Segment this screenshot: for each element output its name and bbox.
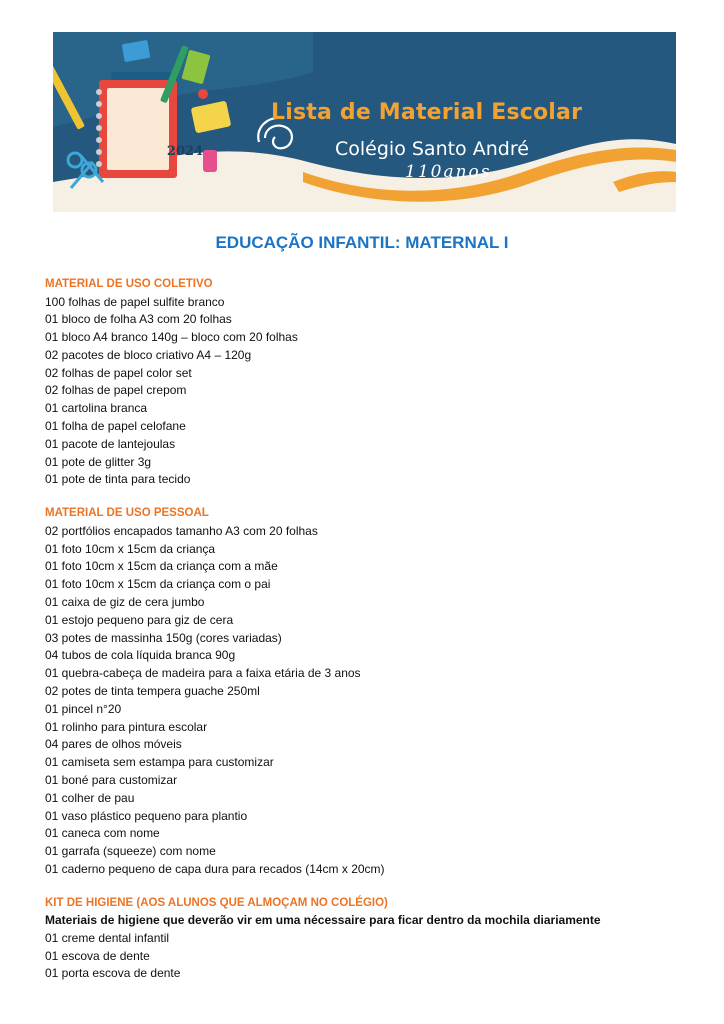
section-heading: MATERIAL DE USO COLETIVO [45,278,213,290]
list-item: 04 pares de olhos móveis [45,737,182,752]
list-item: 01 caneca com nome [45,826,160,841]
material-list [45,276,685,983]
list-item: 03 potes de massinha 150g (cores variadas) [45,630,282,645]
section-personal [45,505,685,878]
list-item: 01 pote de tinta para tecido [45,472,191,487]
list-item: 01 pincel n°20 [45,701,122,716]
section-hygiene-kit [45,895,685,983]
section-subheading: Materiais de higiene que deverão vir em uma nécessaire para ficar dentro da mochila diariamente [45,913,601,928]
list-item: 01 foto 10cm x 15cm da criança com a mãe [45,559,278,574]
list-item: 100 folhas de papel sulfite branco [45,294,225,309]
list-item: 02 pacotes de bloco criativo A4 – 120g [45,347,252,362]
list-item: 01 estojo pequeno para giz de cera [45,612,234,627]
school-name: Colégio Santo André [335,138,529,160]
item-list [45,523,685,879]
school-anniversary: 110anos [405,162,492,182]
header-banner [53,32,676,212]
list-item: 01 colher de pau [45,790,135,805]
year-label: 2024 [166,144,204,159]
list-item: 01 caderno pequeno de capa dura para recados (14cm x 20cm) [45,861,385,876]
list-item: 01 bloco de folha A3 com 20 folhas [45,312,232,327]
list-item: 01 creme dental infantil [45,930,170,945]
section-heading: KIT DE HIGIENE (AOS ALUNOS QUE ALMOÇAM NO COLÉGIO) [45,896,388,909]
list-item: 02 portfólios encapados tamanho A3 com 20 folhas [45,523,318,538]
list-item: 01 pacote de lantejoulas [45,436,176,451]
section-heading: MATERIAL DE USO PESSOAL [45,507,209,520]
list-item: 01 boné para customizar [45,772,178,787]
list-item: 01 pote de glitter 3g [45,454,152,469]
item-list [45,930,685,983]
list-item: 02 folhas de papel crepom [45,383,187,398]
list-item: 02 potes de tinta tempera guache 250ml [45,683,260,698]
list-item: 01 escova de dente [45,948,150,963]
list-item: 01 quebra-cabeça de madeira para a faixa etária de 3 anos [45,666,361,681]
list-item: 01 foto 10cm x 15cm da criança com o pai [45,577,271,592]
list-item: 01 foto 10cm x 15cm da criança [45,541,216,556]
banner-title: Lista de Material Escolar [271,100,583,125]
list-item: 01 camiseta sem estampa para customizar [45,755,274,770]
section-collective [45,276,685,489]
list-item: 02 folhas de papel color set [45,365,192,380]
list-item: 01 rolinho para pintura escolar [45,719,208,734]
list-item: 01 caixa de giz de cera jumbo [45,594,205,609]
list-item: 04 tubos de cola líquida branca 90g [45,648,236,663]
notebook-illustration [96,72,177,178]
list-item: 01 cartolina branca [45,401,148,416]
list-item: 01 folha de papel celofane [45,419,186,434]
list-item: 01 vaso plástico pequeno para plantio [45,808,248,823]
list-item: 01 garrafa (squeeze) com nome [45,844,216,859]
list-item: 01 bloco A4 branco 140g – bloco com 20 folhas [45,330,298,345]
list-item: 01 porta escova de dente [45,966,181,981]
item-list [45,294,685,490]
page-title: EDUCAÇÃO INFANTIL: MATERNAL I [215,233,509,252]
